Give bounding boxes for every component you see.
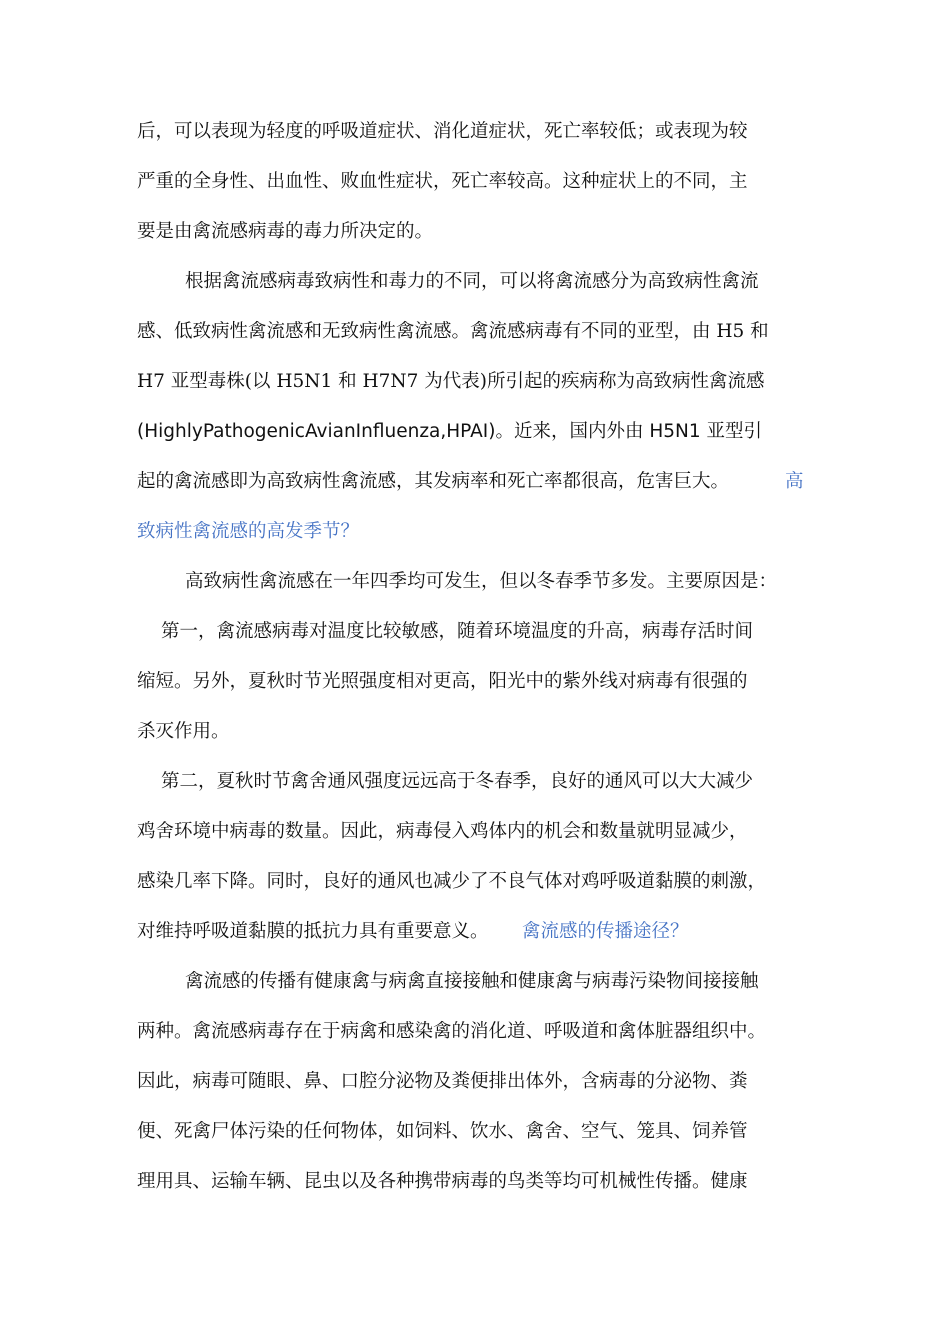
paragraph-line: 杀灭作用。 [137, 721, 230, 742]
paragraph-text: 对维持呼吸道黏膜的抵抗力具有重要意义。 [137, 921, 489, 942]
paragraph-line: 鸡舍环境中病毒的数量。因此，病毒侵入鸡体内的机会和数量就明显减少， [137, 821, 748, 842]
paragraph-line: 后，可以表现为轻度的呼吸道症状、消化道症状，死亡率较低；或表现为较 [137, 121, 748, 142]
paragraph-line: 感、低致病性禽流感和无致病性禽流感。禽流感病毒有不同的亚型，由 H5 和 [137, 321, 769, 342]
paragraph-text: 起的禽流感即为高致病性禽流感，其发病率和死亡率都很高，危害巨大。 [137, 471, 730, 492]
paragraph-line: 禽流感的传播有健康禽与病禽直接接触和健康禽与病毒污染物间接接触 [185, 971, 759, 992]
paragraph-line: (HighlyPathogenicAvianInfluenza,HPAI)。近来，国内外由 H5N1 亚型引 [137, 421, 763, 442]
section-link[interactable]: 高 [785, 471, 804, 492]
paragraph-line: 要是由禽流感病毒的毒力所决定的。 [137, 221, 434, 242]
section-heading-link[interactable]: 致病性禽流感的高发季节？ [137, 521, 360, 542]
paragraph-line-with-link [0, 918, 950, 946]
paragraph-line: 第二，夏秋时节禽舍通风强度远远高于冬春季，良好的通风可以大大减少 [161, 771, 754, 792]
paragraph-line: 两种。禽流感病毒存在于病禽和感染禽的消化道、呼吸道和禽体脏器组织中。 [137, 1021, 767, 1042]
paragraph-line: 因此，病毒可随眼、鼻、口腔分泌物及粪便排出体外，含病毒的分泌物、粪 [137, 1071, 748, 1092]
paragraph-line: 根据禽流感病毒致病性和毒力的不同，可以将禽流感分为高致病性禽流 [185, 271, 759, 292]
paragraph-line: 第一，禽流感病毒对温度比较敏感，随着环境温度的升高，病毒存活时间 [161, 621, 754, 642]
section-link[interactable]: 禽流感的传播途径？ [522, 921, 689, 942]
paragraph-line: 严重的全身性、出血性、败血性症状，死亡率较高。这种症状上的不同，主 [137, 171, 748, 192]
paragraph-line: H7 亚型毒株(以 H5N1 和 H7N7 为代表)所引起的疾病称为高致病性禽流感 [137, 371, 765, 392]
paragraph-line: 便、死禽尸体污染的任何物体，如饲料、饮水、禽舍、空气、笼具、饲养管 [137, 1121, 748, 1142]
paragraph-line: 高致病性禽流感在一年四季均可发生，但以冬春季节多发。主要原因是： [185, 571, 778, 592]
paragraph-line: 感染几率下降。同时，良好的通风也减少了不良气体对鸡呼吸道黏膜的刺激， [137, 871, 767, 892]
paragraph-line: 缩短。另外，夏秋时节光照强度相对更高，阳光中的紫外线对病毒有很强的 [137, 671, 748, 692]
paragraph-line-with-link [0, 468, 950, 496]
paragraph-line: 理用具、运输车辆、昆虫以及各种携带病毒的鸟类等均可机械性传播。健康 [137, 1171, 748, 1192]
